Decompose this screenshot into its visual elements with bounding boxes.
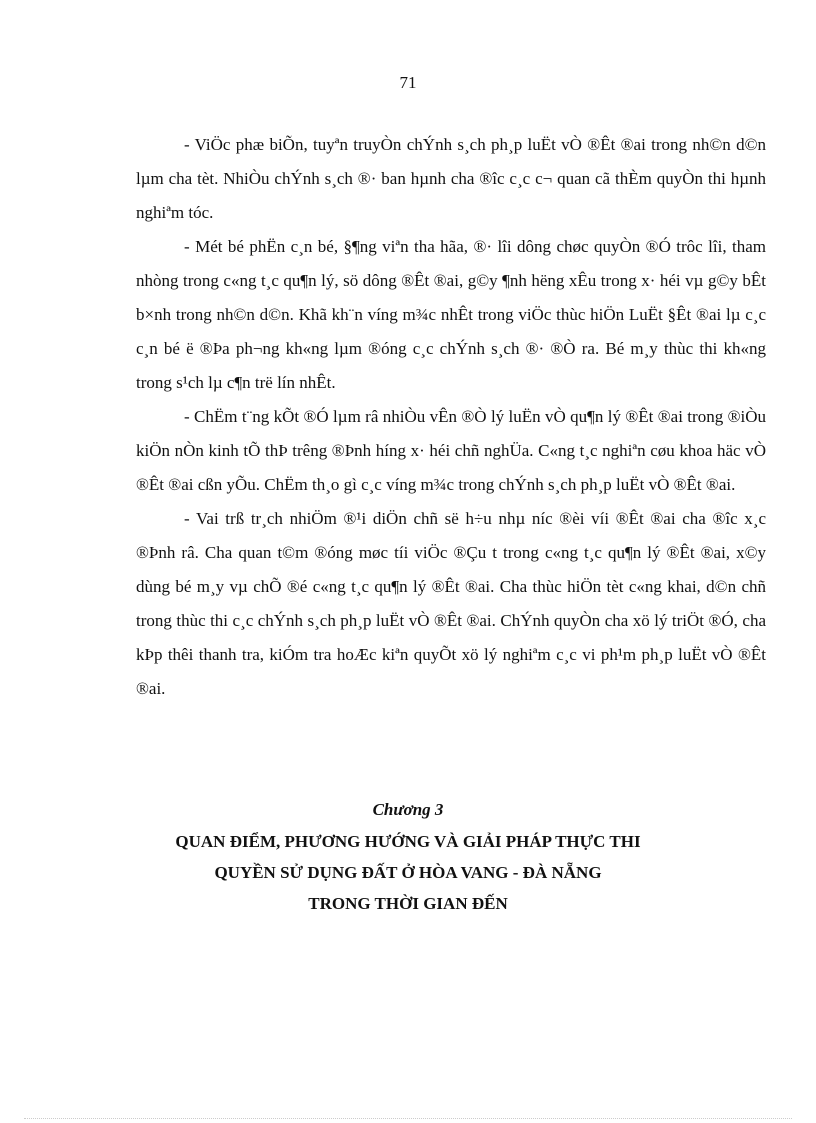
chapter-title — [0, 826, 816, 919]
chapter-title-line: QUAN ĐIỂM, PHƯƠNG HƯỚNG VÀ GIẢI PHÁP THỰC THI — [175, 832, 641, 851]
page-number: 71 — [399, 73, 417, 92]
chapter-label: Chương 3 — [372, 800, 444, 819]
chapter-title-line: QUYỀN SỬ DỤNG ĐẤT Ở HÒA VANG - ĐÀ NẴNG — [214, 863, 602, 882]
body-text — [136, 128, 766, 706]
paragraph-communication: - ViÖc phæ biÕn, tuyªn truyÒn chÝnh s¸ch ph¸p luËt vÒ ®Êt ®ai trong nh©n d©n lµm cha tèt. NhiÒu chÝnh s¸ch ®· ban hµnh cha ®îc c¸c c¬ quan cã thÈm quyÒn thi hµnh nghiªm tóc. — [136, 135, 766, 222]
chapter-title-line: TRONG THỜI GIAN ĐẾN — [308, 894, 508, 913]
paragraph-corruption: - Mét bé phËn c¸n bé, §¶ng viªn tha hãa, ®· lîi dông chøc quyÒn ®Ó trôc lîi, tham nhòng trong c«ng t¸c qu¶n lý, sö dông ®Êt ®ai, g©y ¶nh hëng xÊu trong x· héi vµ g©y bÊt b×nh trong nh©n d©n. Khã kh¨n víng m¾c nhÊt trong viÖc thùc hiÖn LuËt §Êt ®ai lµ c¸c c¸n bé ë ®Þa ph¬ng kh«ng lµm ®óng c¸c chÝnh s¸ch ®· ®Ò ra. Bé m¸y thùc thi kh«ng trong s¹ch lµ c¶n trë lín nhÊt. — [136, 237, 766, 392]
paragraph-research: - ChËm t¨ng kÕt ®Ó lµm râ nhiÒu vÊn ®Ò lý luËn vÒ qu¶n lý ®Êt ®ai trong ®iÒu kiÖn nÒn kinh tÕ thÞ trêng ®Þnh híng x· héi chñ nghÜa. C«ng t¸c nghiªn cøu khoa häc vÒ ®Êt ®ai cßn yÕu. ChËm th¸o gì c¸c víng m¾c trong chÝnh s¸ch ph¸p luËt vÒ ®Êt ®ai. — [136, 407, 766, 494]
chapter-heading — [0, 795, 816, 919]
footer-divider — [24, 1118, 792, 1119]
paragraph-ownership-role: - Vai trß tr¸ch nhiÖm ®¹i diÖn chñ së h÷u nhµ níc ®èi víi ®Êt ®ai cha ®îc x¸c ®Þnh râ. Cha quan t©m ®óng møc tíi viÖc ®Çu t trong c«ng t¸c qu¶n lý ®Êt ®ai, x©y dùng bé m¸y vµ chÕ ®é c«ng t¸c qu¶n lý ®Êt ®ai. Cha thùc hiÖn tèt c«ng khai, d©n chñ trong thùc thi c¸c chÝnh s¸ch ph¸p luËt vÒ ®Êt ®ai. ChÝnh quyÒn cha xö lý triÖt ®Ó, cha kÞp thêi thanh tra, kiÓm tra hoÆc kiªn quyÕt xö lý nghiªm c¸c vi ph¹m ph¸p luËt vÒ ®Êt ®ai. — [136, 509, 766, 698]
